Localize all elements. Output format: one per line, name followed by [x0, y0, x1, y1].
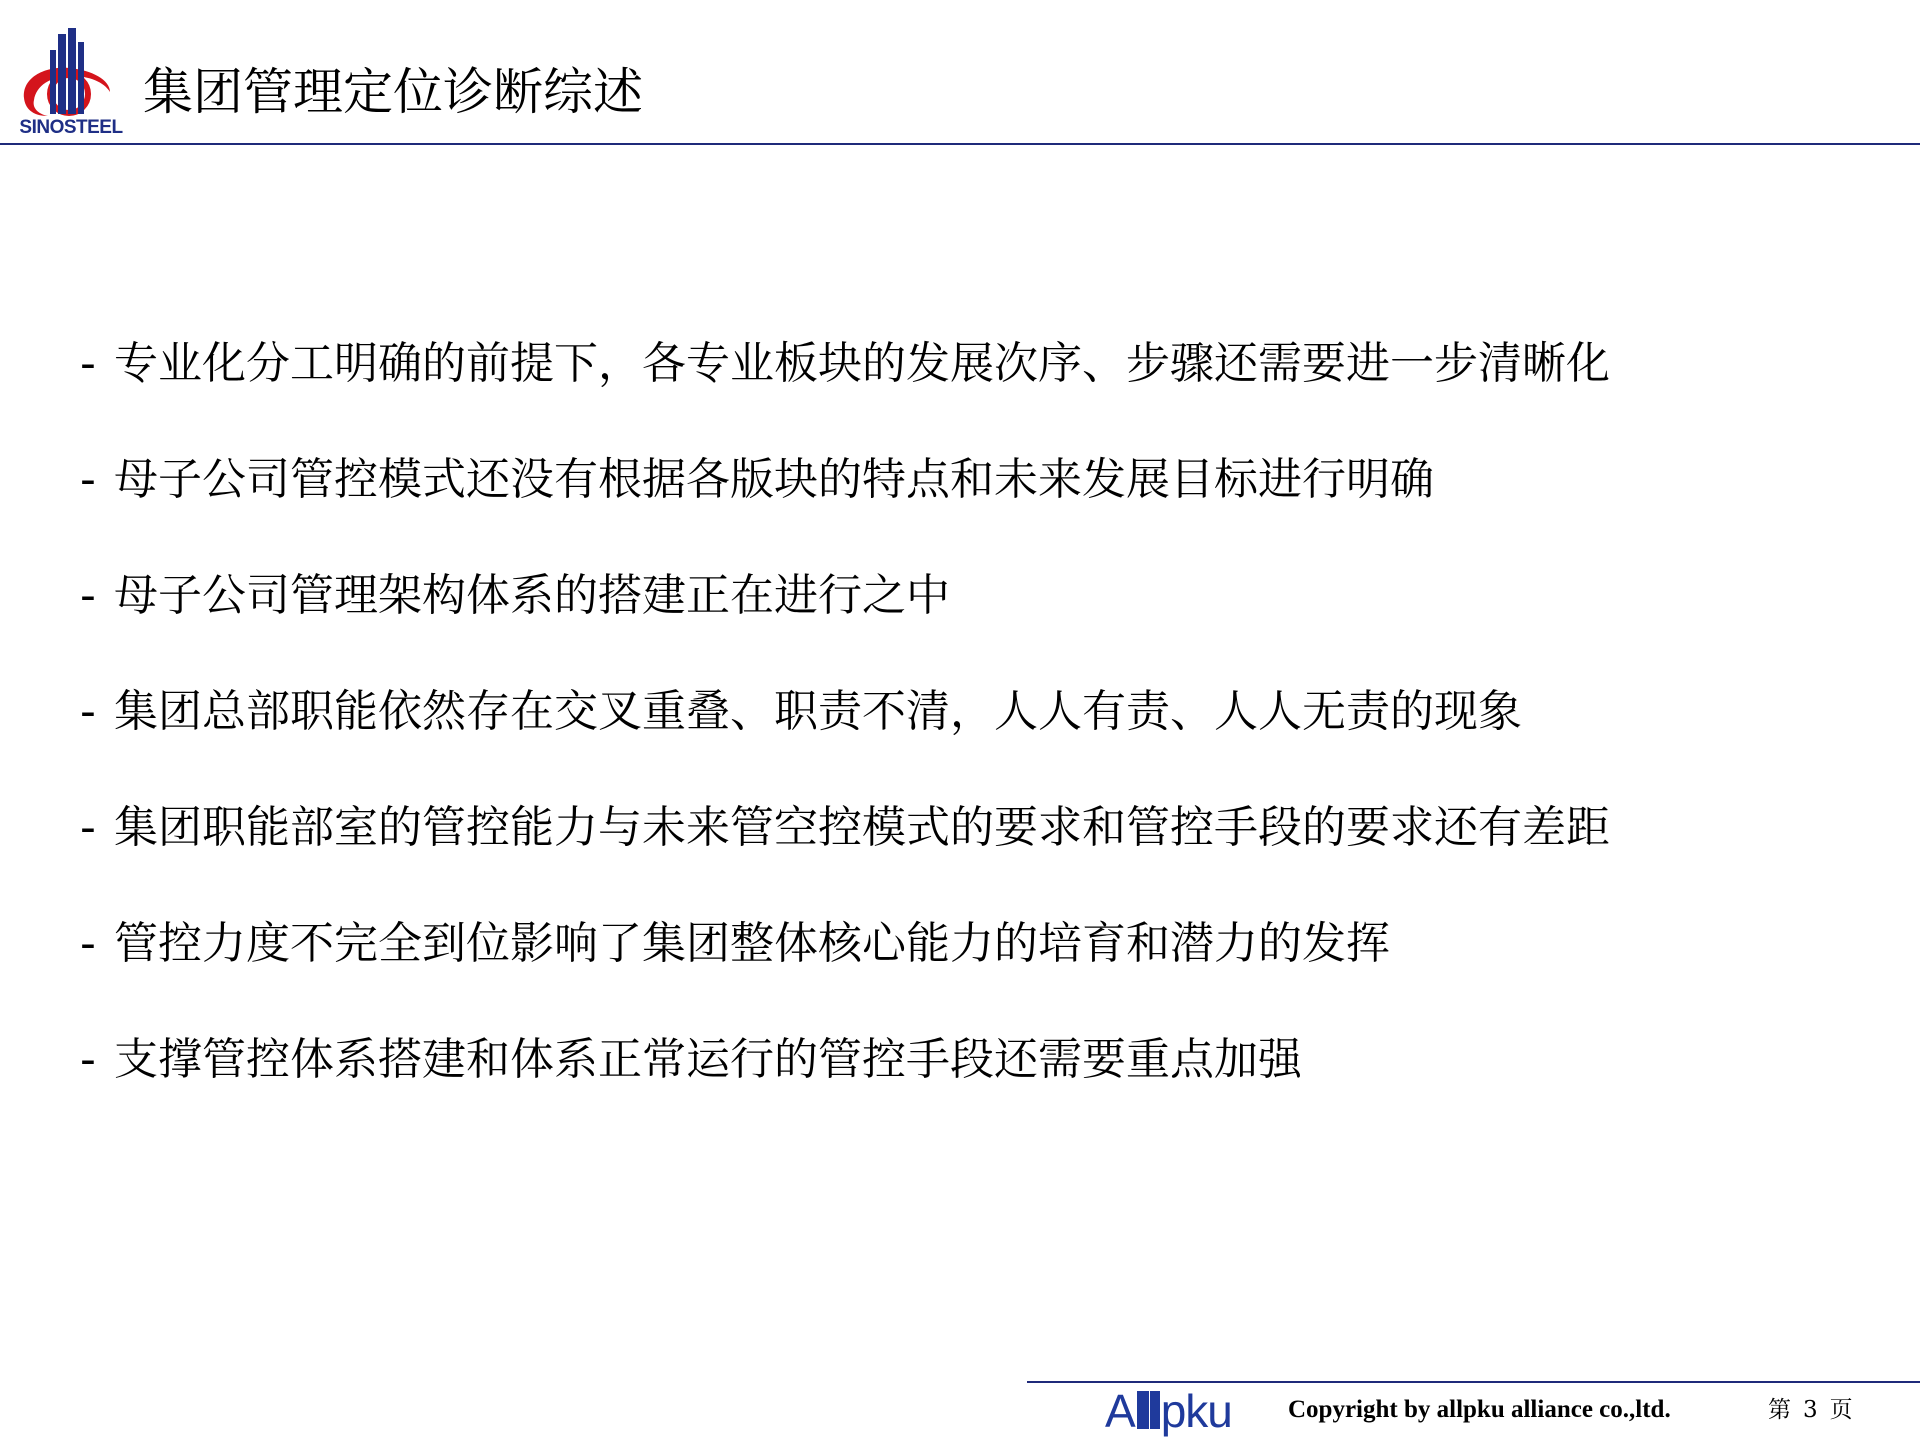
bullet-dash: - — [80, 454, 96, 505]
bullet-dash: - — [80, 1034, 96, 1085]
bullet-dash: - — [80, 338, 96, 389]
bullet-text: 集团总部职能依然存在交叉重叠、职责不清，人人有责、人人无责的现象 — [114, 686, 1522, 737]
bullet-dash: - — [80, 570, 96, 621]
bullet-text: 母子公司管理架构体系的搭建正在进行之中 — [114, 570, 950, 621]
bullet-text: 支撑管控体系搭建和体系正常运行的管控手段还需要重点加强 — [114, 1034, 1302, 1085]
bullet-item — [80, 682, 1610, 742]
allpku-logo-prefix: A — [1105, 1385, 1135, 1437]
bullet-item — [80, 566, 1610, 626]
page-number — [1768, 1394, 1853, 1426]
allpku-logo-bar-icon — [1137, 1391, 1149, 1429]
allpku-logo-suffix: pku — [1160, 1385, 1232, 1437]
footer-divider — [1027, 1381, 1920, 1383]
bullet-item — [80, 914, 1610, 974]
page-prefix: 第 — [1768, 1397, 1791, 1423]
bullet-dash: - — [80, 918, 96, 969]
allpku-logo — [1105, 1386, 1232, 1436]
sinosteel-logo — [14, 28, 124, 140]
bullet-dash: - — [80, 686, 96, 737]
allpku-logo-bar-icon — [1150, 1391, 1160, 1429]
bullet-item — [80, 334, 1610, 394]
sinosteel-emblem-icon — [14, 28, 124, 123]
bullet-item — [80, 1030, 1610, 1090]
bullet-text: 管控力度不完全到位影响了集团整体核心能力的培育和潜力的发挥 — [114, 918, 1390, 969]
copyright-text: Copyright by allpku alliance co.,ltd. — [1288, 1396, 1671, 1423]
page-number-value: 3 — [1803, 1397, 1818, 1423]
logo-text: SINOSTEEL — [19, 117, 123, 138]
bullet-item — [80, 450, 1610, 510]
title-divider — [0, 143, 1920, 145]
bullet-list — [80, 334, 1610, 1146]
bullet-dash: - — [80, 802, 96, 853]
bullet-text: 集团职能部室的管控能力与未来管空控模式的要求和管控手段的要求还有差距 — [114, 802, 1610, 853]
bullet-text: 母子公司管控模式还没有根据各版块的特点和未来发展目标进行明确 — [114, 454, 1434, 505]
bullet-text: 专业化分工明确的前提下，各专业板块的发展次序、步骤还需要进一步清晰化 — [114, 338, 1610, 389]
page-title: 集团管理定位诊断综述 — [143, 63, 643, 121]
page-suffix: 页 — [1829, 1397, 1853, 1423]
bullet-item — [80, 798, 1610, 858]
